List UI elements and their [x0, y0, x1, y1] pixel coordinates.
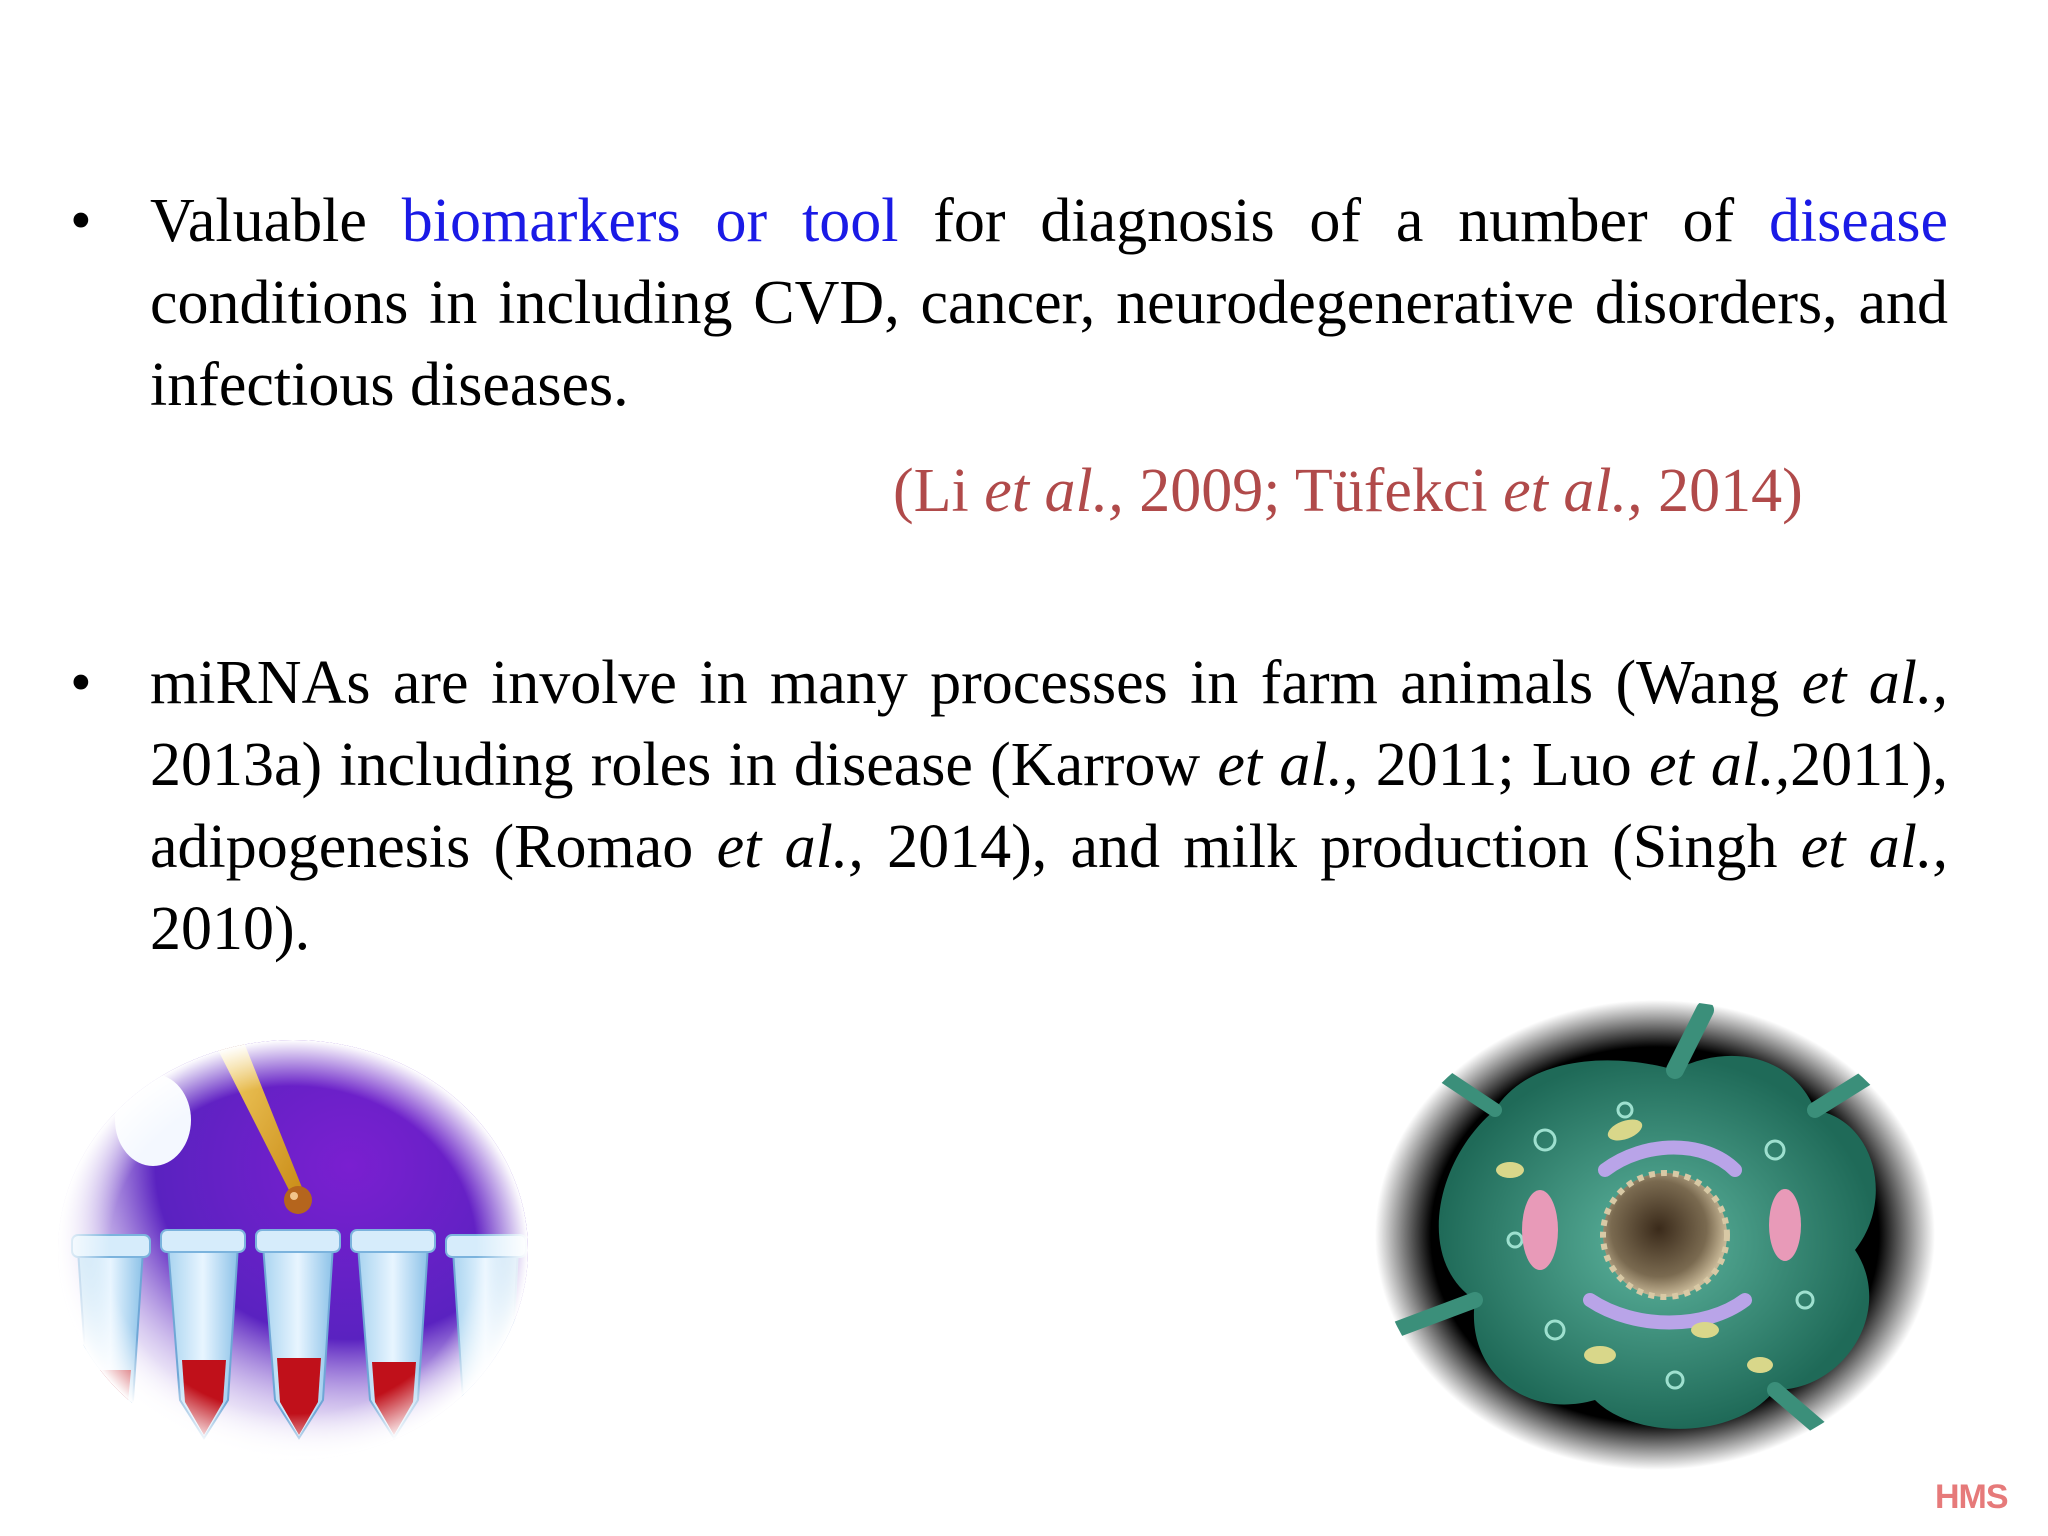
bullet-text-2: miRNAs are involve in many processes in farm animals (Wang et al., 2013a) including roles in disease (Karrow et al., 2011; Luo et al.,2011), adipogenesis (Romao et al., 2014), and milk production (Singh et al., 2010).: [150, 649, 1948, 963]
animal-cell-icon: [1375, 1000, 1935, 1470]
animal-cell-image: [1375, 1000, 1935, 1470]
pipette-test-tubes-icon: [58, 1040, 528, 1460]
bullet-marker: •: [70, 649, 92, 717]
pipette-test-tubes-image: [58, 1040, 528, 1460]
bullet-text-1: Valuable biomarkers or tool for diagnosis of a number of disease conditions in including CVD, cancer, neurodegenerative disorders, and infectious diseases.: [150, 187, 1948, 419]
bullet-marker: •: [70, 187, 92, 255]
highlight-disease: disease: [1768, 187, 1948, 255]
citation-li-tufekci: (Li et al., 2009; Tüfekci et al., 2014): [893, 457, 1803, 525]
highlight-biomarkers: biomarkers or tool: [401, 187, 899, 255]
hms-watermark-logo: HMS: [1935, 1478, 2008, 1516]
